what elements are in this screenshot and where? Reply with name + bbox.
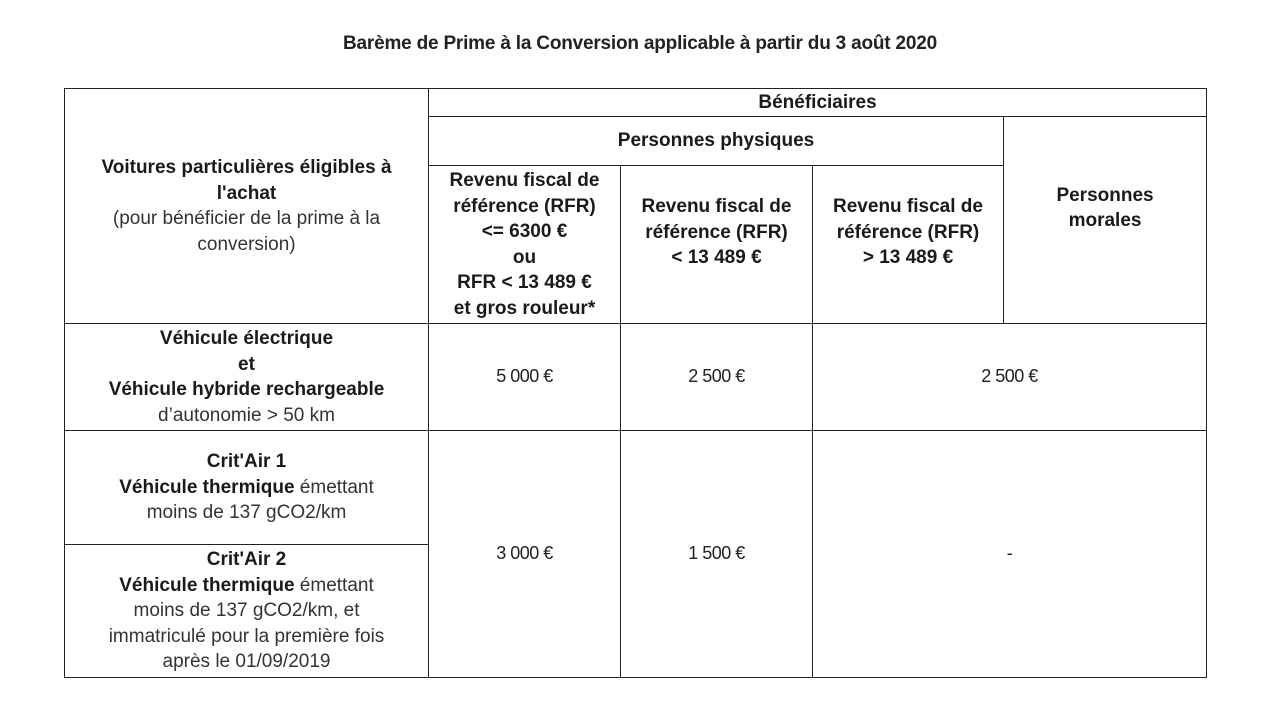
vehicle-et: et <box>238 353 255 375</box>
header-rfr-low-line: ou <box>512 246 537 268</box>
header-vehicles-subtitle-1: (pour bénéficier de la prime à la <box>112 208 381 229</box>
header-personnes-morales-2: morales <box>1068 210 1142 231</box>
header-rfr-high-line: > 13 489 € <box>862 247 954 269</box>
header-vehicles-title-2: l'achat <box>216 182 277 204</box>
critair1-type: Véhicule thermique <box>119 476 295 498</box>
page-title: Barème de Prime à la Conversion applicable à partir du 3 août 2020 <box>343 33 937 54</box>
row-critair2-label <box>65 545 429 678</box>
header-rfr-mid-line: Revenu fiscal de <box>641 196 792 218</box>
critair2-date: après le 01/09/2019 <box>162 651 331 673</box>
value-thermal-rfr-mid: 1 500 € <box>621 431 813 678</box>
header-rfr-low-line: référence (RFR) <box>453 195 596 217</box>
row-critair1-label <box>65 431 429 545</box>
prime-conversion-table <box>64 88 1207 678</box>
critair2-type: Véhicule thermique <box>119 574 295 596</box>
header-rfr-high-line: Revenu fiscal de <box>833 196 983 218</box>
value-electric-rfr-high-morales: 2 500 € <box>813 324 1207 431</box>
header-beneficiaires: Bénéficiaires <box>429 89 1207 117</box>
header-rfr-low-line: Revenu fiscal de <box>449 170 600 191</box>
value-electric-rfr-mid: 2 500 € <box>621 324 813 431</box>
value-thermal-rfr-low: 3 000 € <box>429 431 621 678</box>
header-rfr-low-line: <= 6300 € <box>481 221 568 242</box>
value-thermal-rfr-high-morales: - <box>813 431 1207 678</box>
value-electric-rfr-low: 5 000 € <box>429 324 621 431</box>
header-vehicles-eligible <box>65 89 429 324</box>
header-rfr-high <box>813 166 1004 324</box>
row-electric-hybrid-label <box>65 324 429 431</box>
critair1-emission: moins de 137 gCO2/km <box>146 502 347 524</box>
header-rfr-high-line: référence (RFR) <box>836 221 980 243</box>
critair2-emission: moins de 137 gCO2/km, et <box>133 600 360 622</box>
critair2-label: Crit'Air 2 <box>206 549 287 571</box>
header-rfr-mid-line: < 13 489 € <box>671 247 762 269</box>
vehicle-hybrid: Véhicule hybride rechargeable <box>108 379 385 400</box>
vehicle-autonomy: d’autonomie > 50 km <box>158 404 335 426</box>
header-personnes-physiques: Personnes physiques <box>429 117 1004 166</box>
critair2-registration: immatriculé pour la première fois <box>108 625 385 647</box>
critair2-desc: émettant <box>294 574 374 596</box>
header-vehicles-subtitle-2: conversion) <box>197 233 296 255</box>
header-rfr-low-line: et gros rouleur* <box>453 297 596 319</box>
critair1-desc: émettant <box>294 476 374 498</box>
header-rfr-mid-line: référence (RFR) <box>645 221 788 243</box>
header-personnes-morales-1: Personnes <box>1056 184 1154 206</box>
vehicle-electric: Véhicule électrique <box>159 328 334 349</box>
header-vehicles-title-1: Voitures particulières éligibles à <box>101 157 392 178</box>
header-personnes-morales <box>1004 117 1207 324</box>
header-rfr-low <box>429 166 621 324</box>
header-rfr-mid <box>621 166 813 324</box>
critair1-label: Crit'Air 1 <box>206 451 287 473</box>
header-rfr-low-line: RFR < 13 489 € <box>457 272 592 293</box>
